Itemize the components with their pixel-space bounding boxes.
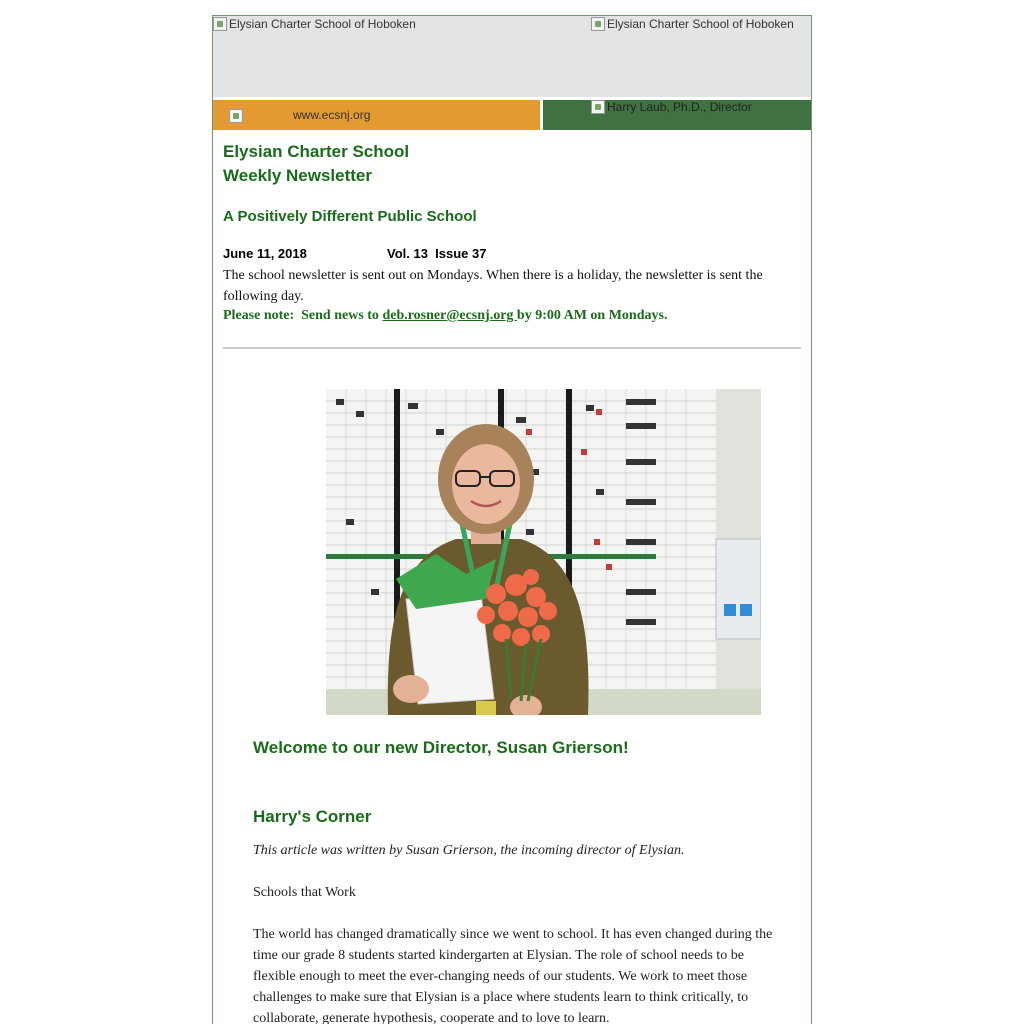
broken-image-icon: [591, 17, 605, 31]
director-bar: [543, 100, 811, 130]
harrys-corner-heading: Harry's Corner: [253, 807, 372, 826]
logo-left-image: Elysian Charter School of Hoboken: [213, 17, 416, 31]
photo-illustration: [326, 389, 761, 715]
website-link[interactable]: www.ecsnj.org: [293, 108, 371, 122]
note-prefix: Please note: Send news to: [223, 308, 383, 323]
issue-date: June 11, 2018: [223, 246, 307, 261]
newsletter-title-line1: Elysian Charter School: [223, 142, 410, 161]
schedule-text: The school newsletter is sent out on Mondays. When there is a holiday, the newsletter is sent the following day.: [223, 268, 763, 304]
welcome-heading: Welcome to our new Director, Susan Grierson!: [253, 738, 629, 757]
website-image: [229, 109, 243, 123]
note-suffix: by 9:00 AM on Mondays.: [516, 308, 668, 323]
article-paragraph: The world has changed dramatically since we went to school. It has even changed during the time our grade 8 students started kindergarten at Elysian. The role of school needs to be flexible enough to meet the ever-changing needs of our students. We work to meet those challenges to make sure that Elysian is a place where students learn to think critically, to collaborate, generate hypothesis, cooperate and to love to learn.: [253, 927, 773, 1024]
tagline: A Positively Different Public School: [223, 208, 477, 225]
logo-right-image: Elysian Charter School of Hoboken: [591, 17, 794, 31]
director-image: Harry Laub, Ph.D., Director: [591, 100, 752, 114]
section-divider: [223, 347, 801, 349]
broken-image-icon: [591, 100, 605, 114]
broken-image-icon: [229, 109, 243, 123]
submission-note: [223, 308, 667, 324]
issue-volume: Vol. 13 Issue 37: [387, 246, 487, 261]
broken-image-icon: [213, 17, 227, 31]
website-bar[interactable]: [213, 100, 540, 130]
article-byline: This article was written by Susan Grierson, the incoming director of Elysian.: [253, 843, 685, 858]
article-subtitle: Schools that Work: [253, 885, 356, 900]
newsletter-title-line2: Weekly Newsletter: [223, 166, 372, 185]
director-photo: [326, 389, 761, 715]
header-banner: [213, 16, 811, 97]
email-link[interactable]: deb.rosner@ecsnj.org: [382, 308, 517, 323]
newsletter-frame: [212, 15, 812, 1024]
